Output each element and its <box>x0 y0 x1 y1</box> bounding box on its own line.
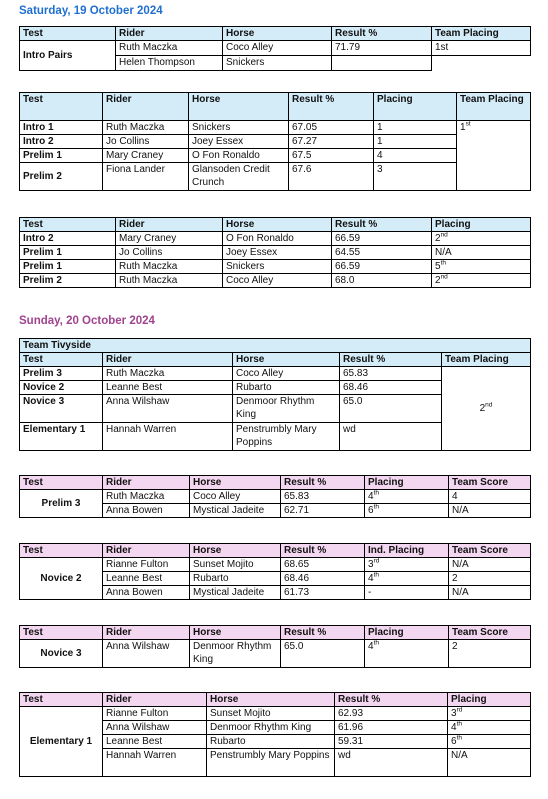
col-test: Test <box>20 27 116 41</box>
horse-cell: Glansoden Credit Crunch <box>189 163 289 191</box>
rider-cell: Helen Thompson <box>116 56 223 71</box>
horse-cell: Snickers <box>189 121 289 135</box>
rider-cell: Ruth Maczka <box>103 490 190 504</box>
placing-cell <box>432 246 531 260</box>
test-cell: Prelim 2 <box>20 163 103 191</box>
col-horse: Horse <box>207 693 335 707</box>
team-tivyside-table <box>19 338 531 451</box>
col-team-placing: Team Placing <box>457 93 531 121</box>
placing-cell <box>432 260 531 274</box>
placing-cell <box>432 232 531 246</box>
horse-cell: Rubarto <box>207 735 335 749</box>
saturday-individual-table <box>19 217 531 288</box>
col-result: Result % <box>281 476 365 490</box>
team-score-cell: N/A <box>449 558 531 572</box>
saturday-date-heading: Saturday, 19 October 2024 <box>19 5 163 17</box>
col-placing: Placing <box>365 476 449 490</box>
horse-cell: Denmoor Rhythm King <box>233 395 340 423</box>
placing-suffix: th <box>440 259 446 267</box>
placing-cell <box>448 707 531 721</box>
col-placing: Placing <box>448 693 531 707</box>
test-cell: Intro 1 <box>20 121 103 135</box>
col-result: Result % <box>335 693 448 707</box>
rider-cell: Jo Collins <box>103 135 189 149</box>
col-rider: Rider <box>103 693 207 707</box>
result-cell: 61.96 <box>335 721 448 735</box>
horse-cell: Sunset Mojito <box>190 558 281 572</box>
col-team-score: Team Score <box>449 476 531 490</box>
result-cell: 68.0 <box>332 274 432 288</box>
result-cell: 65.0 <box>340 395 442 423</box>
placing-cell <box>448 749 531 777</box>
rider-cell: Ruth Maczka <box>116 274 223 288</box>
placing-value: 4 <box>368 641 374 652</box>
col-horse: Horse <box>223 218 332 232</box>
rider-cell: Ruth Maczka <box>103 121 189 135</box>
test-cell: Prelim 3 <box>20 490 103 518</box>
placing-cell <box>365 586 449 600</box>
rider-cell: Leanne Best <box>103 572 190 586</box>
team-placing-suffix: st <box>465 120 471 128</box>
rider-cell: Leanne Best <box>103 381 233 395</box>
placing-cell: 3 <box>374 163 457 191</box>
col-placing: Placing <box>365 626 449 640</box>
placing-cell <box>365 558 449 572</box>
intro-pairs-table <box>19 26 531 71</box>
result-cell: 67.05 <box>289 121 374 135</box>
team-score-cell: 2 <box>449 640 531 668</box>
team-placing-cell: 1st <box>432 41 531 56</box>
horse-cell: Snickers <box>223 260 332 274</box>
test-cell: Novice 3 <box>20 395 103 423</box>
col-rider: Rider <box>103 626 190 640</box>
rider-cell: Anna Wilshaw <box>103 395 233 423</box>
placing-value: 4 <box>451 722 457 733</box>
horse-cell: Sunset Mojito <box>207 707 335 721</box>
rider-cell: Ruth Maczka <box>103 367 233 381</box>
placing-cell <box>365 640 449 668</box>
test-cell: Prelim 3 <box>20 367 103 381</box>
result-cell: 62.71 <box>281 504 365 518</box>
placing-suffix: rd <box>456 706 463 714</box>
rider-cell: Anna Bowen <box>103 586 190 600</box>
result-cell: 61.73 <box>281 586 365 600</box>
team-placing-suffix: nd <box>485 401 493 409</box>
novice3-table <box>19 625 531 668</box>
horse-cell: Rubarto <box>233 381 340 395</box>
col-horse: Horse <box>190 626 281 640</box>
placing-cell <box>448 735 531 749</box>
placing-suffix: rd <box>373 557 380 565</box>
placing-cell <box>365 490 449 504</box>
test-cell: Novice 2 <box>20 381 103 395</box>
col-test: Test <box>20 626 103 640</box>
col-placing: Placing <box>432 218 531 232</box>
result-cell: 65.83 <box>281 490 365 504</box>
rider-cell: Anna Bowen <box>103 504 190 518</box>
col-test: Test <box>20 93 103 121</box>
rider-cell: Mary Craney <box>103 149 189 163</box>
elementary1-table <box>19 692 531 777</box>
placing-value: N/A <box>451 750 468 761</box>
col-rider: Rider <box>116 218 223 232</box>
horse-cell: Mystical Jadeite <box>190 504 281 518</box>
placing-value: 6 <box>451 736 457 747</box>
horse-cell: Snickers <box>223 56 332 71</box>
result-cell-empty <box>332 56 432 71</box>
col-horse: Horse <box>223 27 332 41</box>
horse-cell: Rubarto <box>190 572 281 586</box>
col-result: Result % <box>332 27 432 41</box>
result-cell: 59.31 <box>335 735 448 749</box>
col-rider: Rider <box>103 476 190 490</box>
result-cell: 62.93 <box>335 707 448 721</box>
test-cell: Prelim 1 <box>20 260 116 274</box>
col-horse: Horse <box>233 353 340 367</box>
result-cell: 67.27 <box>289 135 374 149</box>
team-placing-cell-empty <box>432 56 531 71</box>
placing-value: 3 <box>368 559 374 570</box>
result-cell: wd <box>340 423 442 451</box>
horse-cell: Mystical Jadeite <box>190 586 281 600</box>
placing-value: 4 <box>368 491 374 502</box>
test-cell: Elementary 1 <box>20 707 103 777</box>
saturday-team-table <box>19 92 531 191</box>
placing-suffix: th <box>373 503 379 511</box>
result-cell: 66.59 <box>332 260 432 274</box>
horse-cell: Coco Alley <box>223 274 332 288</box>
result-cell: 65.0 <box>281 640 365 668</box>
col-result: Result % <box>332 218 432 232</box>
result-cell: 65.83 <box>340 367 442 381</box>
horse-cell: Joey Essex <box>223 246 332 260</box>
placing-suffix: nd <box>440 273 448 281</box>
horse-cell: Coco Alley <box>233 367 340 381</box>
rider-cell: Anna Wilshaw <box>103 640 190 668</box>
col-team-score: Team Score <box>449 626 531 640</box>
col-result: Result % <box>281 544 365 558</box>
horse-cell: Denmoor Rhythm King <box>207 721 335 735</box>
prelim3-table <box>19 475 531 518</box>
result-cell: 71.79 <box>332 41 432 56</box>
placing-cell <box>365 572 449 586</box>
col-test: Test <box>20 544 103 558</box>
placing-cell <box>432 274 531 288</box>
col-result: Result % <box>289 93 374 121</box>
result-cell: 68.46 <box>281 572 365 586</box>
test-cell: Intro 2 <box>20 135 103 149</box>
col-ind-placing: Ind. Placing <box>365 544 449 558</box>
team-placing-value: 2 <box>479 403 486 414</box>
placing-suffix: th <box>373 639 379 647</box>
col-horse: Horse <box>190 476 281 490</box>
test-cell: Intro 2 <box>20 232 116 246</box>
rider-cell: Fiona Lander <box>103 163 189 191</box>
test-cell: Novice 2 <box>20 558 103 600</box>
rider-cell: Hannah Warren <box>103 749 207 777</box>
result-cell: 66.59 <box>332 232 432 246</box>
placing-suffix: th <box>456 720 462 728</box>
test-cell: Intro Pairs <box>20 41 116 71</box>
rider-cell: Ruth Maczka <box>116 41 223 56</box>
rider-cell: Anna Wilshaw <box>103 721 207 735</box>
result-cell: 67.5 <box>289 149 374 163</box>
placing-suffix: th <box>373 571 379 579</box>
novice2-table <box>19 543 531 600</box>
horse-cell: Denmoor Rhythm King <box>190 640 281 668</box>
placing-cell <box>448 721 531 735</box>
placing-value: N/A <box>435 247 452 258</box>
result-cell: wd <box>335 749 448 777</box>
rider-cell: Mary Craney <box>116 232 223 246</box>
result-cell: 68.65 <box>281 558 365 572</box>
rider-cell: Leanne Best <box>103 735 207 749</box>
test-cell: Prelim 2 <box>20 274 116 288</box>
team-title: Team Tivyside <box>20 339 531 353</box>
result-cell: 64.55 <box>332 246 432 260</box>
horse-cell: O Fon Ronaldo <box>223 232 332 246</box>
test-cell: Prelim 1 <box>20 246 116 260</box>
col-test: Test <box>20 218 116 232</box>
placing-value: 2 <box>435 233 441 244</box>
col-test: Test <box>20 353 103 367</box>
team-placing-cell <box>457 121 531 191</box>
result-cell: 67.6 <box>289 163 374 191</box>
placing-value: 5 <box>435 261 441 272</box>
placing-cell: 1 <box>374 121 457 135</box>
placing-suffix: nd <box>440 231 448 239</box>
horse-cell: O Fon Ronaldo <box>189 149 289 163</box>
rider-cell: Jo Collins <box>116 246 223 260</box>
placing-value: 2 <box>435 275 441 286</box>
placing-cell: 1 <box>374 135 457 149</box>
col-horse: Horse <box>190 544 281 558</box>
col-team-placing: Team Placing <box>442 353 531 367</box>
horse-cell: Penstrumbly Mary Poppins <box>207 749 335 777</box>
col-team-placing: Team Placing <box>432 27 531 41</box>
team-score-cell: 2 <box>449 572 531 586</box>
placing-suffix: th <box>456 734 462 742</box>
col-result: Result % <box>340 353 442 367</box>
placing-value: 4 <box>368 573 374 584</box>
placing-value: - <box>368 587 372 598</box>
placing-suffix: th <box>373 489 379 497</box>
test-cell: Prelim 1 <box>20 149 103 163</box>
team-score-cell: 4 <box>449 490 531 504</box>
col-rider: Rider <box>103 544 190 558</box>
placing-cell: 4 <box>374 149 457 163</box>
rider-cell: Ruth Maczka <box>116 260 223 274</box>
col-rider: Rider <box>103 353 233 367</box>
team-placing-value: 1 <box>460 122 466 133</box>
horse-cell: Penstrumbly Mary Poppins <box>233 423 340 451</box>
col-team-score: Team Score <box>449 544 531 558</box>
result-cell: 68.46 <box>340 381 442 395</box>
rider-cell: Hannah Warren <box>103 423 233 451</box>
col-rider: Rider <box>116 27 223 41</box>
horse-cell: Coco Alley <box>223 41 332 56</box>
placing-value: 3 <box>451 708 457 719</box>
col-rider: Rider <box>103 93 189 121</box>
placing-cell <box>365 504 449 518</box>
team-score-cell: N/A <box>449 504 531 518</box>
horse-cell: Joey Essex <box>189 135 289 149</box>
rider-cell: Rianne Fulton <box>103 707 207 721</box>
test-cell: Novice 3 <box>20 640 103 668</box>
col-test: Test <box>20 693 103 707</box>
sunday-date-heading: Sunday, 20 October 2024 <box>19 315 155 327</box>
col-test: Test <box>20 476 103 490</box>
col-horse: Horse <box>189 93 289 121</box>
horse-cell: Coco Alley <box>190 490 281 504</box>
test-cell: Elementary 1 <box>20 423 103 451</box>
team-score-cell: N/A <box>449 586 531 600</box>
placing-value: 6 <box>368 505 374 516</box>
rider-cell: Rianne Fulton <box>103 558 190 572</box>
col-result: Result % <box>281 626 365 640</box>
col-placing: Placing <box>374 93 457 121</box>
team-placing-cell <box>442 367 531 451</box>
